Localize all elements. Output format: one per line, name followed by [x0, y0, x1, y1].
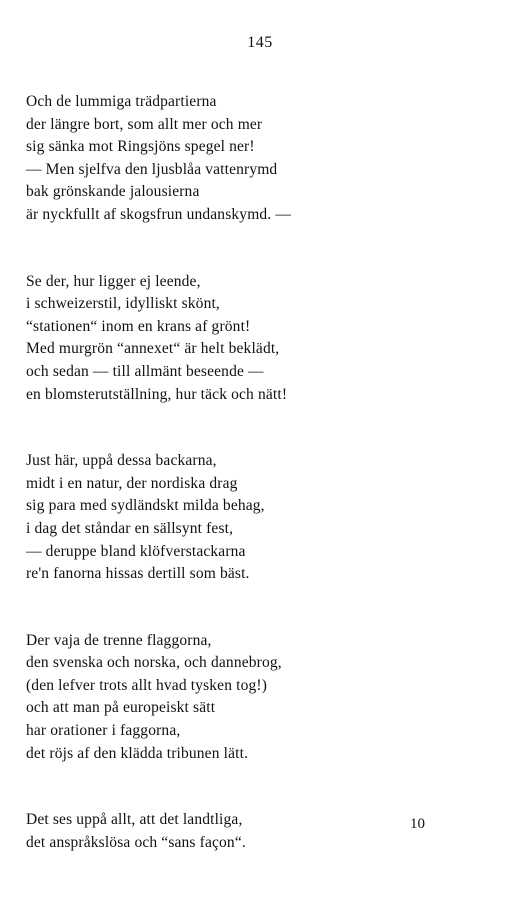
verse-line: Det ses uppå allt, att det landtliga, [26, 811, 243, 829]
verse-line: sig sänka mot Ringsjöns spegel ner! [26, 138, 255, 156]
verse-line: och att man på europeiskt sätt [26, 699, 216, 717]
verse-line: det röjs af den klädda tribunen lätt. [26, 744, 249, 762]
verse-line: det anspråkslösa och “sans façon“. [26, 833, 246, 851]
stanza-2 [26, 271, 496, 407]
stanza-4 [26, 630, 496, 766]
stanza-3 [26, 450, 496, 586]
verse-line: i schweizerstil, idylliskt skönt, [26, 295, 220, 313]
verse-line: bak grönskande jalousierna [26, 183, 200, 201]
verse-line: Och de lummiga trädpartierna [26, 93, 217, 110]
verse-line: sig para med sydländskt milda behag, [26, 497, 265, 515]
verse-line: den svenska och norska, och dannebrog, [26, 654, 282, 672]
verse-line: och sedan — till allmänt beseende — [26, 362, 264, 380]
page-number: 145 [247, 34, 273, 51]
stanza-5 [26, 809, 496, 854]
verse-line: midt i en natur, der nordiska drag [26, 474, 238, 492]
verse-line: re'n fanorna hissas dertill som bäst. [26, 565, 250, 583]
verse-line: i dag det ståndar en sällsynt fest, [26, 519, 234, 537]
verse-line: Just här, uppå dessa backarna, [26, 452, 217, 470]
verse-line: har orationer i faggorna, [26, 722, 181, 740]
poem [26, 91, 496, 898]
verse-line: Der vaja de trenne flaggorna, [26, 631, 212, 649]
verse-line: “stationen“ inom en krans af grönt! [26, 317, 251, 335]
verse-line: — Men sjelfva den ljusblåa vattenrymd [26, 160, 278, 178]
verse-line: en blomsterutställning, hur täck och nätt! [26, 385, 288, 403]
verse-line: — deruppe bland klöfverstackarna [26, 542, 246, 560]
verse-line: (den lefver trots allt hvad tysken tog!) [26, 676, 268, 694]
verse-line: der längre bort, som allt mer och mer [26, 115, 263, 133]
verse-line: är nyckfullt af skogsfrun undanskymd. — [26, 205, 291, 223]
signature-mark: 10 [410, 816, 425, 832]
verse-line: Se der, hur ligger ej leende, [26, 272, 201, 290]
stanza-1 [26, 91, 496, 227]
verse-line: Med murgrön “annexet“ är helt beklädt, [26, 340, 280, 358]
